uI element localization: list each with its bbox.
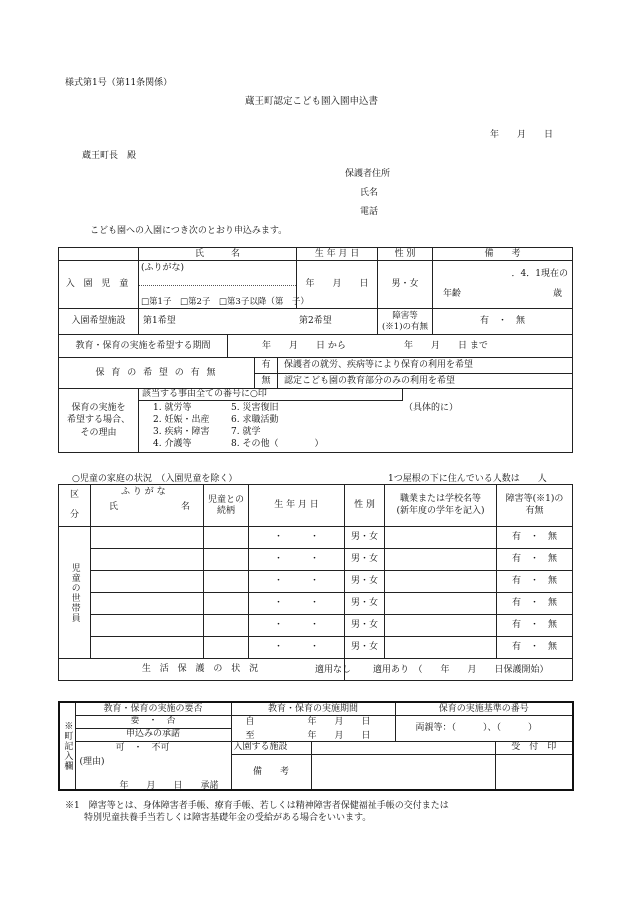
member-disability[interactable]: 有 ・ 無 — [497, 549, 573, 571]
member-occupation[interactable] — [385, 593, 497, 615]
disability-choice[interactable]: 有 ・ 無 — [433, 309, 573, 335]
disability-label — [378, 309, 433, 335]
welfare-label: 生 活 保 護 の 状 況 — [59, 659, 345, 681]
col-name-b: 名 — [181, 502, 191, 512]
hope-label: 保 育 の 希 望 の 有 無 — [59, 358, 255, 388]
col-birth: 生 年 月 日 — [249, 485, 345, 527]
period-to: 年 月 日 まで — [404, 341, 488, 351]
reason-instruction: 該当する事由全ての番号に○印 — [139, 389, 403, 401]
hope-no[interactable]: 無 — [255, 374, 278, 389]
welfare-applied[interactable]: 適用あり （ 年 月 日保護開始） — [373, 665, 549, 675]
receipt-label: 受 付 印 — [495, 741, 573, 754]
member-relation[interactable] — [204, 549, 249, 571]
member-disability[interactable]: 有 ・ 無 — [497, 637, 573, 659]
col-relation: 児童との続柄 — [204, 485, 249, 527]
reason-8[interactable]: 8. その他（ ） — [231, 439, 324, 449]
page-title: 蔵王町認定こども園入園申込書 — [245, 96, 379, 107]
member-name[interactable] — [91, 593, 204, 615]
member-gender[interactable]: 男・女 — [345, 615, 385, 637]
member-birth[interactable]: ・ ・ — [249, 637, 345, 659]
period-label: 教育・保育の実施を希望する期間 — [59, 335, 228, 357]
child-label: 入 園 児 童 — [59, 261, 139, 309]
age-as-of: ．4．1現在の — [511, 268, 568, 279]
approval-date: 年 月 日 承諾 — [119, 780, 219, 791]
col-birth-header: 生 年 月 日 — [297, 248, 378, 261]
approval-value[interactable]: 可 ・ 不可 — [115, 742, 170, 753]
facility-field[interactable] — [311, 741, 495, 754]
reason-1[interactable]: 1. 就労等 — [153, 403, 192, 413]
reason-specific: （具体的に） — [404, 403, 459, 413]
member-gender[interactable]: 男・女 — [345, 593, 385, 615]
member-disability[interactable]: 有 ・ 無 — [497, 571, 573, 593]
col-remarks-header: 備 考 — [433, 248, 573, 261]
approval-reason: (理由) — [79, 756, 105, 767]
member-gender[interactable]: 男・女 — [345, 527, 385, 549]
disability-label-1: 障害等 — [392, 311, 418, 322]
second-choice-label: 第2希望 — [299, 316, 332, 326]
member-relation[interactable] — [204, 571, 249, 593]
reason-label — [59, 389, 139, 453]
member-gender[interactable]: 男・女 — [345, 637, 385, 659]
table-row — [59, 637, 573, 659]
member-birth[interactable]: ・ ・ — [249, 571, 345, 593]
need-header: 教育・保育の実施の要否 — [75, 702, 231, 715]
table-row — [59, 571, 573, 593]
reason-7[interactable]: 7. 就学 — [231, 427, 261, 437]
household-label — [59, 527, 91, 659]
member-disability[interactable]: 有 ・ 無 — [497, 593, 573, 615]
from-date: 年 月 日 — [307, 716, 371, 727]
child-name-field[interactable] — [139, 286, 309, 308]
to-date: 年 月 日 — [307, 730, 371, 741]
guardian-phone-label: 電話 — [360, 207, 379, 217]
furigana-label: (ふりがな) — [141, 263, 185, 273]
age-label: 年齢 — [443, 288, 462, 299]
member-occupation[interactable] — [385, 571, 497, 593]
col-category-1: 区 — [69, 489, 79, 500]
table-row — [59, 527, 573, 549]
table-row — [59, 593, 573, 615]
family-section-title: ○児童の家庭の状況 （入園児童を除く） — [72, 474, 238, 484]
reason-label-3: その理由 — [80, 427, 117, 438]
intro-text: こども園への入園につき次のとおり申込みます。 — [90, 226, 288, 236]
facility-choices[interactable] — [139, 309, 378, 335]
reason-label-1: 保育の実施を — [71, 403, 126, 414]
member-gender[interactable]: 男・女 — [345, 549, 385, 571]
household-label-text: 児童の世帯員 — [69, 562, 80, 623]
member-birth[interactable]: ・ ・ — [249, 527, 345, 549]
hope-no-text: 認定こども園の教育部分のみの利用を希望 — [284, 376, 456, 386]
member-name[interactable] — [91, 615, 204, 637]
member-name[interactable] — [91, 637, 204, 659]
member-occupation[interactable] — [385, 549, 497, 571]
col-disability-2: 有無 — [525, 505, 544, 516]
guardian-address-label: 保護者住所 — [345, 169, 391, 179]
member-birth[interactable]: ・ ・ — [249, 549, 345, 571]
member-name[interactable] — [91, 571, 204, 593]
birth-order-checkboxes[interactable]: □第1子 □第2子 □第3子以降（第 子） — [141, 297, 309, 307]
col-gender: 性 別 — [345, 485, 385, 527]
col-category — [59, 485, 91, 527]
approval-header: 申込みの承諾 — [75, 728, 231, 741]
member-occupation[interactable] — [385, 615, 497, 637]
reason-5[interactable]: 5. 災害復旧 — [231, 403, 279, 413]
gender-field[interactable]: 男・女 — [378, 261, 433, 309]
reason-3[interactable]: 3. 疾病・障害 — [153, 427, 210, 437]
member-gender[interactable]: 男・女 — [345, 571, 385, 593]
period-row — [59, 335, 573, 358]
addressee: 蔵王町長 殿 — [82, 151, 137, 161]
footnote-line-2: 特別児童扶養手当若しくは障害基礎年金の受給がある場合をいいます。 — [84, 813, 372, 823]
first-choice-label: 第1希望 — [143, 316, 176, 326]
reason-6[interactable]: 6. 求職活動 — [231, 415, 279, 425]
member-disability[interactable]: 有 ・ 無 — [497, 527, 573, 549]
date-line: 年 月 日 — [490, 130, 554, 140]
table-row — [59, 615, 573, 637]
household-count[interactable]: 1つ屋根の下に住んでいる人数は 人 — [388, 474, 547, 484]
col-name — [91, 485, 204, 527]
period-from: 年 月 日 から — [262, 341, 346, 351]
remarks-field[interactable] — [311, 754, 495, 790]
form-number: 様式第1号（第11条関係） — [65, 78, 173, 88]
member-name[interactable] — [91, 549, 204, 571]
member-disability[interactable]: 有 ・ 無 — [497, 615, 573, 637]
disability-label-2: (※1)の有無 — [381, 321, 429, 332]
office-side-label — [59, 702, 75, 790]
col-name-header: 氏 名 — [139, 248, 297, 261]
table-row — [59, 549, 573, 571]
guardian-name-label: 氏名 — [360, 188, 379, 198]
application-table — [58, 247, 573, 453]
member-birth[interactable]: ・ ・ — [249, 593, 345, 615]
col-disability — [497, 485, 573, 527]
hope-yes[interactable]: 有 — [255, 358, 278, 373]
col-gender-header: 性 別 — [378, 248, 433, 261]
member-relation[interactable] — [204, 593, 249, 615]
from-label: 自 — [245, 716, 255, 727]
standard-header: 保育の実施基準の番号 — [395, 702, 573, 715]
receipt-stamp-area — [495, 754, 573, 790]
age-remarks — [433, 261, 573, 309]
period-header: 教育・保育の実施期間 — [231, 702, 395, 715]
furigana-field[interactable] — [139, 261, 296, 286]
reason-2[interactable]: 2. 妊娠・出産 — [153, 415, 210, 425]
facility-label: 入園する施設 — [231, 741, 311, 754]
office-use-table — [58, 701, 574, 791]
col-occupation-2: (新年度の学年を記入) — [396, 505, 485, 516]
col-occupation-1: 職業または学校名等 — [399, 493, 481, 504]
member-name[interactable] — [91, 527, 204, 549]
reason-field[interactable] — [139, 389, 573, 453]
hope-yes-text: 保護者の就労、疾病等により保育の利用を希望 — [284, 360, 474, 370]
member-occupation[interactable] — [385, 527, 497, 549]
reason-4[interactable]: 4. 介護等 — [153, 439, 192, 449]
family-table — [58, 484, 573, 681]
col-name-a: 氏 — [109, 502, 119, 512]
col-furigana: ふ り が な — [121, 487, 166, 497]
parents-field[interactable]: 両親等：（ ）、（ ） — [395, 715, 573, 741]
col-disability-1: 障害等(※1)の — [505, 493, 564, 504]
reason-label-2: 希望する場合、 — [66, 415, 130, 426]
period-field[interactable] — [228, 335, 572, 357]
welfare-none[interactable]: 適用なし — [315, 665, 352, 675]
member-occupation[interactable] — [385, 637, 497, 659]
member-relation[interactable] — [204, 637, 249, 659]
member-birth[interactable]: ・ ・ — [249, 615, 345, 637]
facility-label: 入園希望施設 — [59, 309, 139, 335]
member-relation[interactable] — [204, 615, 249, 637]
need-value[interactable]: 要 ・ 否 — [75, 715, 231, 728]
birth-date-field[interactable]: 年 月 日 — [297, 261, 378, 309]
office-side-label-text: ※町記入欄 — [62, 721, 73, 771]
member-relation[interactable] — [204, 527, 249, 549]
col-occupation — [385, 485, 497, 527]
footnote-line-1: ※1 障害等とは、身体障害者手帳、療育手帳、若しくは精神障害者保健福祉手帳の交付または — [65, 801, 449, 811]
col-category-2: 分 — [69, 509, 79, 520]
to-label: 至 — [245, 730, 255, 741]
approval-field[interactable] — [75, 741, 231, 790]
welfare-field[interactable] — [315, 659, 573, 681]
age-unit: 歳 — [552, 288, 562, 299]
period-field[interactable] — [231, 715, 395, 741]
remarks-label: 備 考 — [231, 754, 311, 790]
